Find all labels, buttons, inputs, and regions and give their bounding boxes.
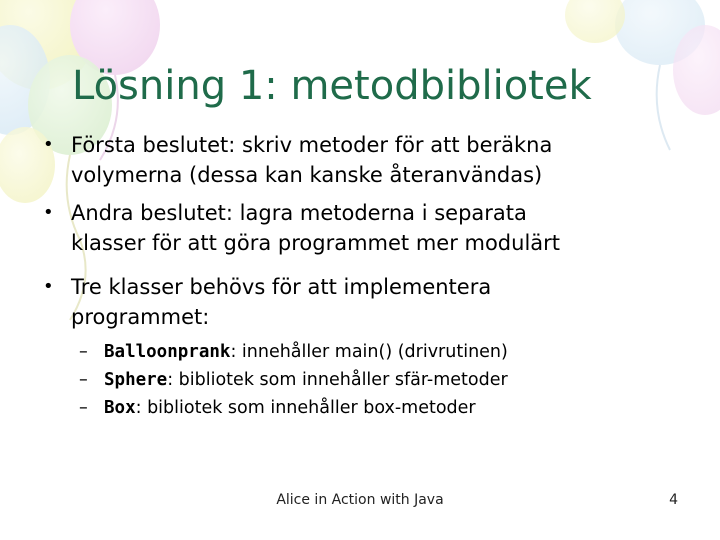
class-description: : innehåller main() (drivrutinen) [230, 342, 508, 362]
bullet-text-line1: Tre klasser behövs för att implementera [71, 275, 492, 299]
class-name: Balloonprank [104, 342, 231, 362]
page-number: 4 [669, 492, 678, 508]
bullet-text-line2: volymerna (dessa kan kanske återanvändas) [71, 163, 543, 187]
class-name: Box [104, 398, 136, 418]
slide-title: Lösning 1: metodbibliotek [72, 63, 592, 109]
bullet-text-line1: Första beslutet: skriv metoder för att beräkna [71, 133, 553, 157]
bullet-item [40, 130, 680, 190]
sub-item [71, 394, 680, 422]
bullet-dot: • [43, 134, 54, 155]
bullet-item [40, 198, 680, 258]
sub-dash: – [79, 370, 88, 390]
bullet-dot: • [43, 276, 54, 297]
bullet-dot: • [43, 202, 54, 223]
sub-item [71, 366, 680, 394]
class-name: Sphere [104, 370, 168, 390]
sub-list [71, 338, 680, 422]
sub-dash: – [79, 342, 88, 362]
class-description: : bibliotek som innehåller box-metoder [135, 398, 476, 418]
bullet-text-line1: Andra beslutet: lagra metoderna i separata [71, 201, 527, 225]
sub-item [71, 338, 680, 366]
sub-dash: – [79, 398, 88, 418]
bullet-item [40, 272, 680, 422]
bullet-text-line2: programmet: [71, 305, 210, 329]
bullet-text-line2: klasser för att göra programmet mer modulärt [71, 231, 561, 255]
slide-footer: Alice in Action with Java [276, 492, 444, 508]
bullet-list [40, 130, 680, 422]
class-description: : bibliotek som innehåller sfär-metoder [167, 370, 508, 390]
